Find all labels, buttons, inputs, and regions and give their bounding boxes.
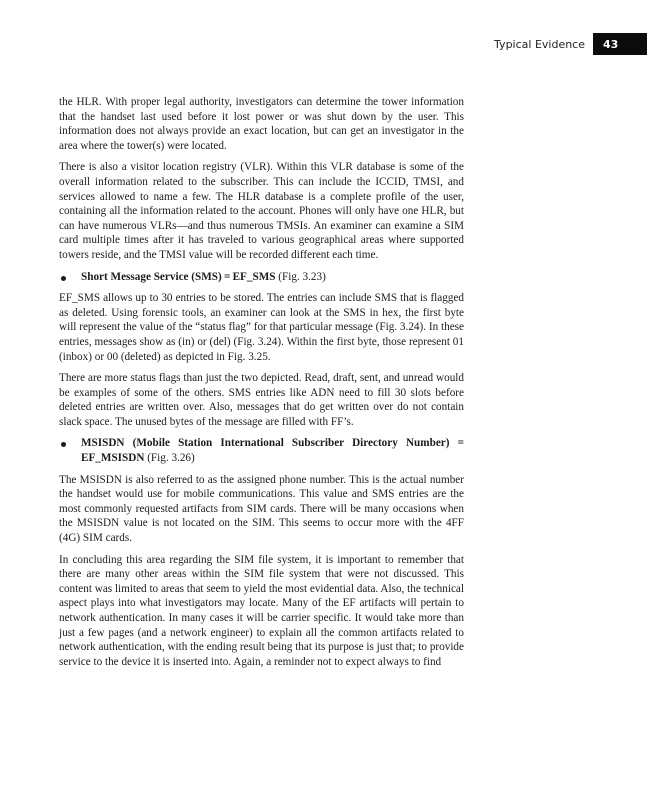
bullet-heading: Short Message Service (SMS) = EF_SMS (81, 270, 276, 283)
paragraph: The MSISDN is also referred to as the assigned phone number. This is the actual number the handset would use for mobile communications. This value and SMS entries are the most commonly requested artifacts from SIM cards. There will be many occasions when the MSISDN value is not located on the SIM. This seems to occur more with the 4FF (4G) SIM cards. (59, 473, 464, 545)
paragraph: In concluding this area regarding the SIM file system, it is important to remember that there are many other areas within the SIM file system that were not discussed. This content was limited to areas that seem to yield the most evidential data. Also, the technical aspect plays into what investigators may locate. Many of the EF artifacts will pertain to network authentication. In many cases it will be carrier specific. It would take more than just a few pages (and a network engineer) to explain all the common artifacts related to network authentication, with the ending result being that its purpose is just that; to provide service to the device it is inserted into. Again, a reminder not to expect always to find (59, 553, 464, 668)
running-title: Typical Evidence (494, 37, 585, 51)
bullet-heading: MSISDN (Mobile Station International Subscriber Directory Number) = EF_MSISDN (81, 437, 464, 465)
bullet-icon (61, 442, 66, 447)
paragraph: the HLR. With proper legal authority, investigators can determine the tower information that the handset last used before it lost power or was shut down by the user. This information does not always provide an exact location, but can get an investigator in the area where the tower(s) were located. (59, 96, 464, 152)
bullet-item (59, 436, 464, 465)
page-body (59, 95, 464, 676)
figure-reference: (Fig. 3.26) (144, 452, 195, 465)
paragraph: There is also a visitor location registry (VLR). Within this VLR database is some of the overall information related to the subscriber. This can include the ICCID, TMSI, and services allowed to name a few. The HLR database is a complete profile of the user, containing all the information related to the account. Phones will only have one HLR, but can have numerous VLRs—and thus numerous TMSIs. An examiner can examine a SIM card multiple times after it has traveled to various geographical areas where supported towers reside, and the TMSI value will be recorded different each time. (59, 161, 464, 261)
bullet-icon (61, 276, 66, 281)
page-number: 43 (593, 33, 647, 55)
paragraph: EF_SMS allows up to 30 entries to be stored. The entries can include SMS that is flagged as deleted. Using forensic tools, an examiner can look at the SMS in hex, the first byte will represent the value of the “status flag” for that particular message (Fig. 3.24). In these entries, messages show as (in) or (del) (Fig. 3.24). Within the first byte, those represent 01 (inbox) or 00 (deleted) as depicted in Fig. 3.25. (59, 292, 464, 363)
bullet-item (59, 270, 464, 285)
figure-reference: (Fig. 3.23) (275, 270, 326, 283)
paragraph: There are more status flags than just the two depicted. Read, draft, sent, and unread would be examples of some of the others. SMS entries like ADN need to fill 30 slots before deleted entries are written over. Also, messages that do get written over do not contain slack space. The unused bytes of the message are filled with FF’s. (59, 372, 464, 428)
running-header (494, 33, 647, 55)
